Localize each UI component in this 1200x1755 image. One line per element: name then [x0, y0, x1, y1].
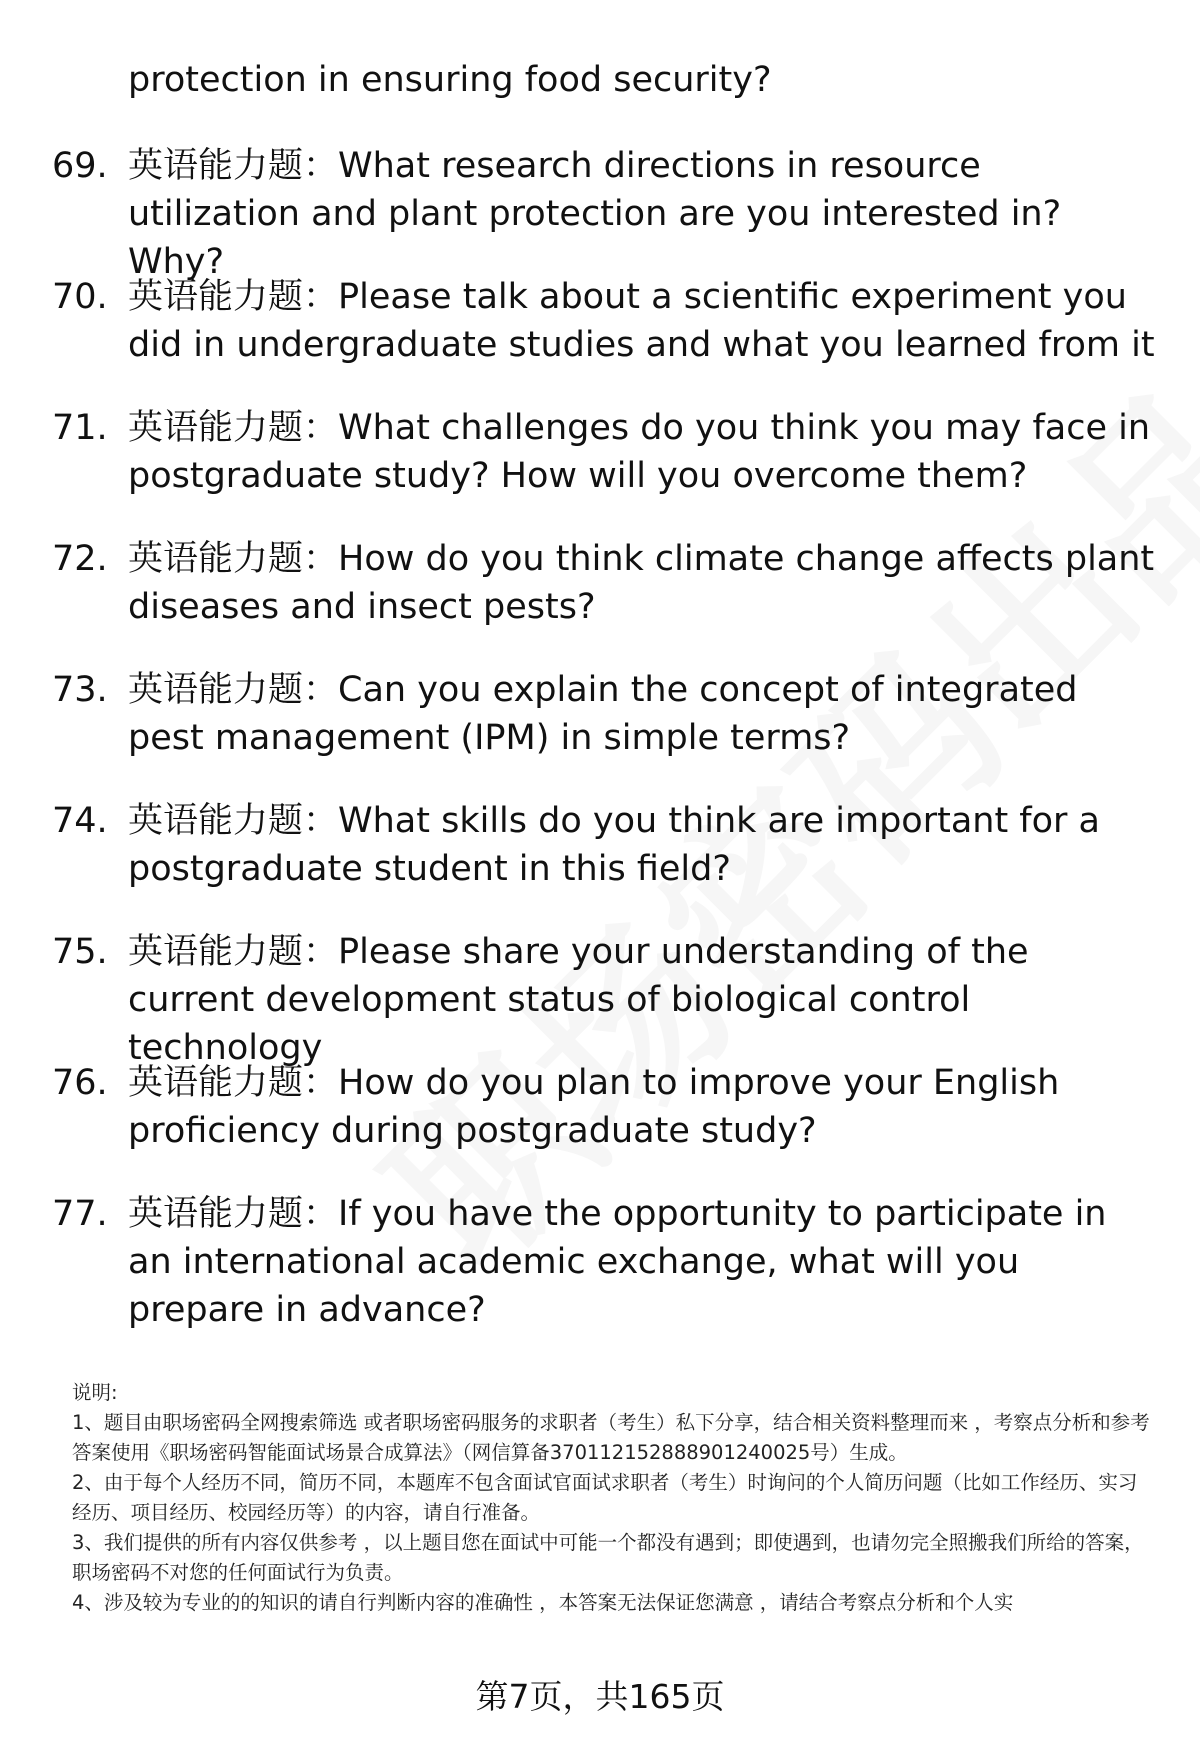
question-item — [0, 666, 1200, 797]
question-category: 英语能力题： — [128, 1063, 339, 1103]
question-body — [128, 535, 1158, 631]
question-number: 74. — [52, 801, 108, 841]
question-text: Please share your understanding of the current development status of biological control technology — [128, 932, 1029, 1068]
question-category: 英语能力题： — [128, 801, 339, 841]
question-number: 71. — [52, 408, 108, 448]
question-text: What skills do you think are important for a postgraduate student in this field? — [128, 801, 1101, 889]
question-category: 英语能力题： — [128, 408, 339, 448]
question-text: How do you think climate change affects plant diseases and insect pests? — [128, 539, 1155, 627]
question-number: 73. — [52, 670, 108, 710]
question-text: If you have the opportunity to participate in an international academic exchange, what will you prepare in advance? — [128, 1194, 1107, 1330]
question-body — [128, 404, 1158, 500]
question-item — [0, 404, 1200, 535]
question-text: How do you plan to improve your English proficiency during postgraduate study? — [128, 1063, 1060, 1151]
question-body — [128, 666, 1158, 762]
notes-section — [72, 1378, 1152, 1618]
note-item: 1、题目由职场密码全网搜索筛选 或者职场密码服务的求职者（考生）私下分享，结合相关资料整理而来 ，考察点分析和参考答案使用《职场密码智能面试场景合成算法》（网信算备370112152888901240025号）生成。 — [72, 1411, 1150, 1464]
question-body — [128, 1190, 1158, 1334]
note-item: 2、由于每个人经历不同，简历不同，本题库不包含面试官面试求职者（考生）时询问的个人简历问题（比如工作经历、实习经历、项目经历、校园经历等）的内容，请自行准备。 — [72, 1471, 1138, 1524]
question-text: What research directions in resource utilization and plant protection are you interested in? Why? — [128, 146, 1062, 282]
question-text: What challenges do you think you may face in postgraduate study? How will you overcome them? — [128, 408, 1151, 496]
question-category: 英语能力题： — [128, 932, 339, 972]
question-category: 英语能力题： — [128, 146, 339, 186]
question-body — [128, 1059, 1158, 1155]
notes-heading: 说明: — [72, 1381, 118, 1404]
note-item: 4、涉及较为专业的的知识的请自行判断内容的准确性 ，本答案无法保证您满意 ，请结合考察点分析和个人实 — [72, 1591, 1014, 1614]
question-body — [128, 928, 1158, 1072]
question-text: Can you explain the concept of integrated pest management (IPM) in simple terms? — [128, 670, 1078, 758]
question-number: 69. — [52, 146, 108, 186]
question-body — [128, 797, 1158, 893]
previous-question-continuation: protection in ensuring food security? — [128, 60, 772, 100]
question-category: 英语能力题： — [128, 670, 339, 710]
question-number: 75. — [52, 932, 108, 972]
question-item — [0, 797, 1200, 928]
question-list — [0, 142, 1200, 1346]
question-category: 英语能力题： — [128, 539, 339, 579]
question-item — [0, 1059, 1200, 1190]
question-item — [0, 535, 1200, 666]
page-number-footer: 第7页，共165页 — [475, 1677, 725, 1716]
question-number: 77. — [52, 1194, 108, 1234]
question-body — [128, 273, 1158, 369]
question-item — [0, 928, 1200, 1068]
question-body — [128, 142, 1158, 286]
question-text: Please talk about a scientific experiment you did in undergraduate studies and what you learned from it — [128, 277, 1155, 365]
question-item — [0, 142, 1200, 282]
question-item — [0, 1190, 1200, 1346]
question-number: 70. — [52, 277, 108, 317]
question-number: 76. — [52, 1063, 108, 1103]
question-category: 英语能力题： — [128, 1194, 339, 1234]
note-item: 3、我们提供的所有内容仅供参考 ，以上题目您在面试中可能一个都没有遇到；即使遇到，也请勿完全照搬我们所给的答案，职场密码不对您的任何面试行为负责。 — [72, 1531, 1144, 1584]
question-item — [0, 273, 1200, 404]
question-number: 72. — [52, 539, 108, 579]
question-category: 英语能力题： — [128, 277, 339, 317]
